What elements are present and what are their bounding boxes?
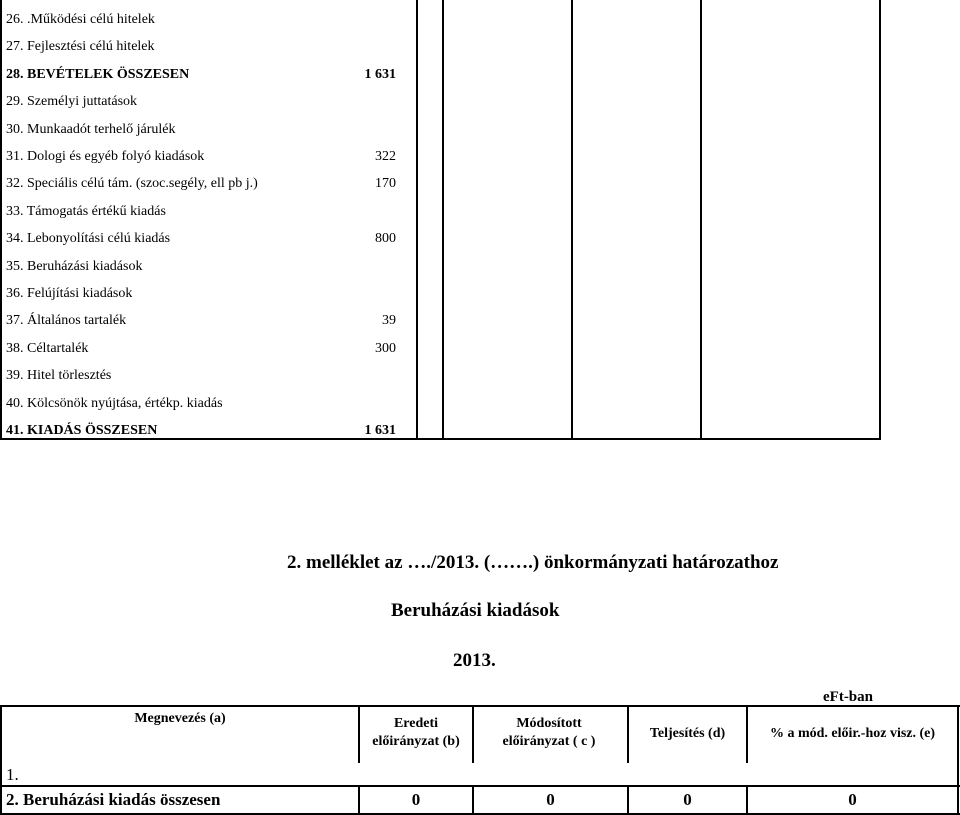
row-label: 35. Beruházási kiadások — [6, 258, 143, 274]
column-divider — [472, 705, 474, 763]
header-percent: % a mód. előir.-hoz visz. (e) — [769, 726, 936, 741]
table-row — [6, 281, 406, 307]
row-value: 1 631 — [364, 423, 396, 438]
table-row — [6, 336, 406, 362]
row-label: 41. KIADÁS ÖSSZESEN — [6, 423, 158, 438]
row-label: 31. Dologi és egyéb folyó kiadások — [6, 149, 205, 164]
table-row — [6, 226, 406, 252]
column-divider — [416, 0, 418, 440]
row-label: 39. Hitel törlesztés — [6, 368, 112, 384]
row-label: 32. Speciális célú tám. (szoc.segély, ell pb j.) — [6, 176, 258, 192]
table-row — [6, 391, 406, 417]
total-row-label: 2. Beruházási kiadás összesen — [6, 790, 221, 809]
row-label: 28. BEVÉTELEK ÖSSZESEN — [6, 66, 190, 82]
column-divider — [571, 0, 573, 440]
row-label: 36. Felújítási kiadások — [6, 286, 133, 301]
table-row — [6, 363, 406, 389]
table-row — [6, 199, 406, 225]
header-original: Eredeti előirányzat (b) — [372, 716, 460, 749]
row-label: 33. Támogatás értékű kiadás — [6, 203, 166, 219]
total-modified-value: 0 — [546, 790, 555, 809]
column-divider — [957, 705, 959, 815]
total-completion-value: 0 — [683, 790, 692, 809]
table-row — [6, 171, 406, 197]
table-row — [6, 418, 406, 444]
table-row — [6, 7, 406, 33]
table-row — [6, 144, 406, 170]
row-label: 27. Fejlesztési célú hitelek — [6, 39, 155, 55]
column-divider — [442, 0, 444, 440]
column-divider — [879, 0, 881, 440]
investment-table — [0, 705, 960, 815]
unit-label: eFt-ban — [823, 689, 873, 705]
table-row — [6, 89, 406, 115]
attachment-title: 2. melléklet az …./2013. (…….) önkormányzati határozathoz — [287, 552, 779, 573]
row-value: 322 — [375, 149, 396, 164]
row-label: 37. Általános tartalék — [6, 313, 127, 329]
table-row — [6, 117, 406, 143]
row-label: 38. Céltartalék — [6, 340, 89, 356]
row-label: 29. Személyi juttatások — [6, 94, 138, 110]
header-completion: Teljesítés (d) — [649, 726, 726, 741]
header-modified: Módosított előirányzat ( c ) — [502, 716, 596, 749]
row-value: 800 — [375, 231, 396, 247]
row-value: 1 631 — [364, 66, 396, 82]
table-row — [6, 62, 406, 88]
column-divider — [700, 0, 702, 440]
column-divider — [0, 705, 2, 815]
row-value: 170 — [375, 176, 396, 192]
total-original-value: 0 — [411, 790, 421, 809]
table-row — [6, 34, 406, 60]
table-top-border — [0, 705, 960, 707]
table-row — [6, 308, 406, 334]
row-number: 1. — [6, 765, 19, 784]
column-divider — [0, 0, 2, 440]
row-label: 26. .Működési célú hitelek — [6, 12, 155, 27]
table-row — [6, 254, 406, 280]
row-label: 40. Kölcsönök nyújtása, értékp. kiadás — [6, 395, 223, 411]
row-value: 39 — [382, 313, 396, 329]
section-title: Beruházási kiadások — [391, 600, 560, 621]
row-label: 30. Munkaadót terhelő járulék — [6, 121, 176, 137]
year-label: 2013. — [453, 650, 496, 671]
row-value: 300 — [375, 340, 396, 356]
header-name: Megnevezés (a) — [134, 711, 226, 726]
total-percent-value: 0 — [848, 790, 857, 809]
row-label: 34. Lebonyolítási célú kiadás — [6, 231, 171, 247]
